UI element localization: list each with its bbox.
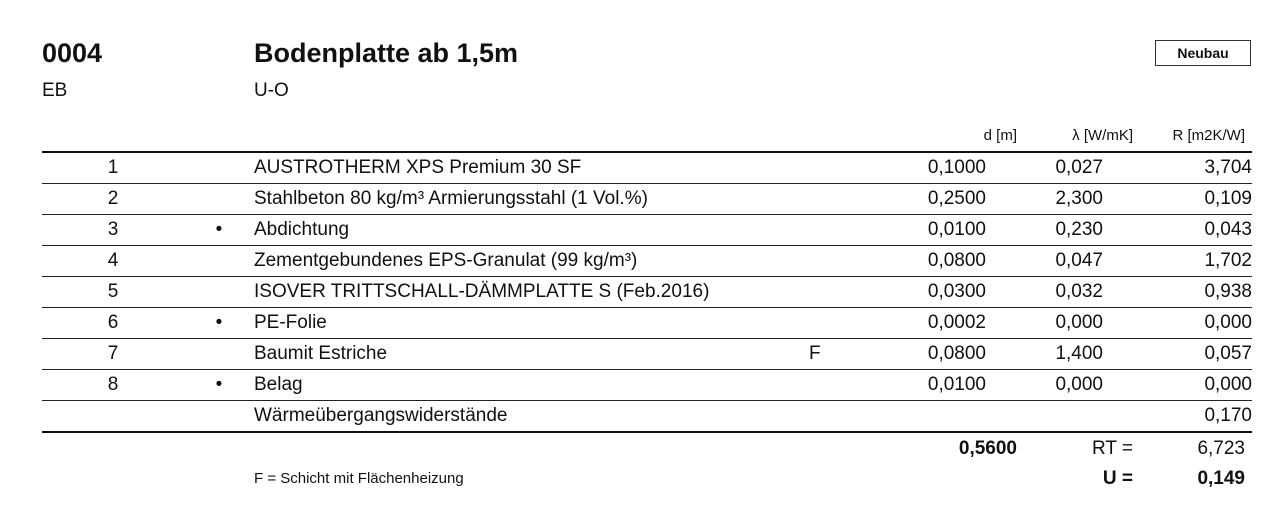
layer-resistance: 0,938 bbox=[1103, 277, 1252, 308]
table-row bbox=[42, 370, 1252, 401]
layer-flag bbox=[809, 215, 869, 246]
layer-number: 6 bbox=[42, 308, 184, 339]
layer-flag bbox=[809, 370, 869, 401]
layer-flag bbox=[809, 308, 869, 339]
table-row bbox=[42, 401, 1252, 433]
layer-bullet: • bbox=[184, 215, 254, 246]
column-header-resistance: R [m2K/W] bbox=[1172, 127, 1245, 144]
table-row bbox=[42, 308, 1252, 339]
status-badge: Neubau bbox=[1155, 40, 1251, 66]
layer-table bbox=[42, 151, 1252, 433]
layer-thickness: 0,0100 bbox=[869, 215, 986, 246]
rt-label: RT = bbox=[1091, 438, 1133, 459]
column-header-thickness: d [m] bbox=[983, 127, 1017, 144]
u-value: 0,149 bbox=[1197, 468, 1245, 489]
layer-number: 2 bbox=[42, 184, 184, 215]
thickness-total: 0,5600 bbox=[958, 438, 1017, 459]
layer-resistance: 0,043 bbox=[1103, 215, 1252, 246]
layer-bullet bbox=[184, 277, 254, 308]
layer-flag bbox=[809, 184, 869, 215]
layer-number: 4 bbox=[42, 246, 184, 277]
page-title: Bodenplatte ab 1,5m bbox=[254, 38, 519, 68]
layer-resistance: 1,702 bbox=[1103, 246, 1252, 277]
layer-number: 8 bbox=[42, 370, 184, 401]
layer-lambda bbox=[986, 401, 1103, 433]
column-header-lambda: λ [W/mK] bbox=[1072, 127, 1133, 144]
layer-name: Belag bbox=[254, 370, 809, 401]
layer-bullet bbox=[184, 339, 254, 370]
layer-thickness bbox=[869, 401, 986, 433]
table-row bbox=[42, 215, 1252, 246]
layer-thickness: 0,0300 bbox=[869, 277, 986, 308]
layer-thickness: 0,0800 bbox=[869, 339, 986, 370]
layer-lambda: 0,230 bbox=[986, 215, 1103, 246]
layer-name: Baumit Estriche bbox=[254, 339, 809, 370]
rt-value: 6,723 bbox=[1197, 438, 1245, 459]
layer-resistance: 0,109 bbox=[1103, 184, 1252, 215]
element-code: 0004 bbox=[42, 38, 103, 68]
layer-number: 1 bbox=[42, 152, 184, 184]
layer-thickness: 0,0800 bbox=[869, 246, 986, 277]
layer-thickness: 0,0100 bbox=[869, 370, 986, 401]
layer-lambda: 0,032 bbox=[986, 277, 1103, 308]
layer-bullet bbox=[184, 246, 254, 277]
table-row bbox=[42, 246, 1252, 277]
layer-bullet: • bbox=[184, 370, 254, 401]
layer-bullet bbox=[184, 152, 254, 184]
layer-resistance: 0,000 bbox=[1103, 370, 1252, 401]
layer-lambda: 0,000 bbox=[986, 370, 1103, 401]
layer-flag bbox=[809, 152, 869, 184]
layer-lambda: 0,047 bbox=[986, 246, 1103, 277]
layer-name: Zementgebundenes EPS-Granulat (99 kg/m³) bbox=[254, 246, 809, 277]
layer-flag bbox=[809, 401, 869, 433]
layer-thickness: 0,1000 bbox=[869, 152, 986, 184]
element-type: EB bbox=[42, 80, 68, 101]
layer-lambda: 0,000 bbox=[986, 308, 1103, 339]
layer-bullet bbox=[184, 184, 254, 215]
layer-lambda: 0,027 bbox=[986, 152, 1103, 184]
table-row bbox=[42, 339, 1252, 370]
layer-name: Wärmeübergangswiderstände bbox=[254, 401, 809, 433]
layer-bullet bbox=[184, 401, 254, 433]
layer-lambda: 2,300 bbox=[986, 184, 1103, 215]
layer-name: ISOVER TRITTSCHALL-DÄMMPLATTE S (Feb.2016) bbox=[254, 277, 809, 308]
layer-flag bbox=[809, 277, 869, 308]
layer-lambda: 1,400 bbox=[986, 339, 1103, 370]
layer-thickness: 0,0002 bbox=[869, 308, 986, 339]
layer-number: 3 bbox=[42, 215, 184, 246]
layer-name: Abdichtung bbox=[254, 215, 809, 246]
layer-resistance: 3,704 bbox=[1103, 152, 1252, 184]
table-row bbox=[42, 277, 1252, 308]
footnote: F = Schicht mit Flächenheizung bbox=[254, 470, 464, 487]
layer-name: AUSTROTHERM XPS Premium 30 SF bbox=[254, 152, 809, 184]
layer-bullet: • bbox=[184, 308, 254, 339]
u-label: U = bbox=[1102, 468, 1133, 489]
layer-flag: F bbox=[809, 339, 869, 370]
layer-resistance: 0,170 bbox=[1103, 401, 1252, 433]
table-row bbox=[42, 152, 1252, 184]
table-row bbox=[42, 184, 1252, 215]
layer-table-body bbox=[42, 152, 1252, 432]
layer-flag bbox=[809, 246, 869, 277]
layer-name: Stahlbeton 80 kg/m³ Armierungsstahl (1 Vol.%) bbox=[254, 184, 809, 215]
layer-resistance: 0,000 bbox=[1103, 308, 1252, 339]
layer-thickness: 0,2500 bbox=[869, 184, 986, 215]
layer-number bbox=[42, 401, 184, 433]
layer-number: 7 bbox=[42, 339, 184, 370]
direction-label: U-O bbox=[254, 80, 289, 101]
layer-resistance: 0,057 bbox=[1103, 339, 1252, 370]
layer-number: 5 bbox=[42, 277, 184, 308]
layer-name: PE-Folie bbox=[254, 308, 809, 339]
